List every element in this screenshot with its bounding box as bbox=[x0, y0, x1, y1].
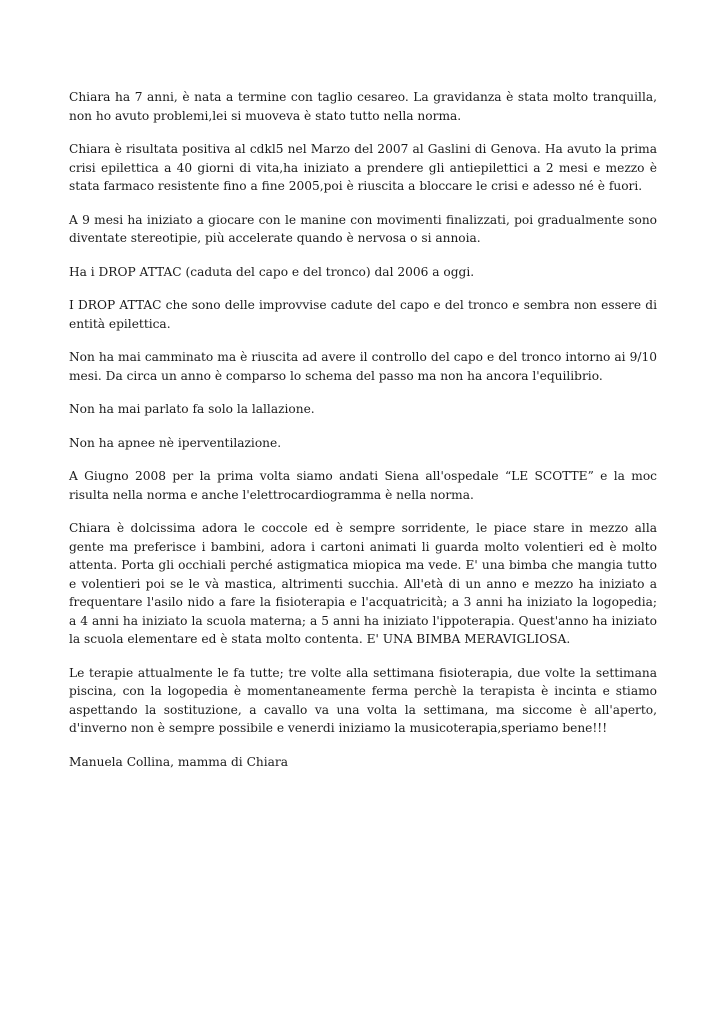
paragraph-speech: Non ha mai parlato fa solo la lallazione. bbox=[69, 402, 315, 416]
signature: Manuela Collina, mamma di Chiara bbox=[69, 754, 288, 769]
document-page bbox=[69, 88, 657, 786]
paragraph-diagnosis: Chiara è risultata positiva al cdkl5 nel Marzo del 2007 al Gaslini di Genova. Ha avuto la prima crisi epilettica a 40 giorni di vita,ha iniziato a prendere gli antiepilettici a 2 mesi e mezzo è stata farmaco resistente fino a fine 2005,poi è riuscita a bloccare le crisi e adesso né è fuori. bbox=[69, 142, 657, 193]
paragraph-hand-movements: A 9 mesi ha iniziato a giocare con le manine con movimenti finalizzati, poi gradualmente sono diventate stereotipie, più accelerate quando è nervosa o si annoia. bbox=[69, 212, 657, 245]
paragraph-walking: Non ha mai camminato ma è riuscita ad avere il controllo del capo e del tronco intorno ai 9/10 mesi. Da circa un anno è comparso lo schema del passo ma non ha ancora l'equilibrio. bbox=[69, 350, 657, 383]
paragraph-drop-attacks: Ha i DROP ATTAC (caduta del capo e del tronco) dal 2006 a oggi. bbox=[69, 264, 475, 279]
paragraph-personality: Chiara è dolcissima adora le coccole ed è sempre sorridente, le piace stare in mezzo alla gente ma preferisce i bambini, adora i cartoni animati li guarda molto volentieri ed è molto attenta. Porta gli occhiali perché astigmatica miopica ma vede. E' una bimba che mangia tutto e volentieri poi se le và mastica, altrimenti succhia. All'età di un anno e mezzo ha iniziato a frequentare l'asilo nido a fare la fisioterapia e l'acquatricità; a 3 anni ha iniziato la logopedia; a 4 anni ha iniziato la scuola materna; a 5 anni ha iniziato l'ippoterapia. Quest'anno ha iniziato la scuola elementare ed è stata molto contenta. E' UNA BIMBA MERAVIGLIOSA. bbox=[69, 521, 657, 646]
paragraph-hospital-visit: A Giugno 2008 per la prima volta siamo andati Siena all'ospedale “LE SCOTTE” e la moc risulta nella norma e anche l'elettrocardiogramma è nella norma. bbox=[69, 469, 657, 502]
paragraph-drop-attacks-detail: I DROP ATTAC che sono delle improvvise cadute del capo e del tronco e sembra non essere di entità epilettica. bbox=[69, 298, 657, 331]
paragraph-breathing: Non ha apnee nè iperventilazione. bbox=[69, 435, 282, 450]
paragraph-therapies: Le terapie attualmente le fa tutte; tre volte alla settimana fisioterapia, due volte la settimana piscina, con la logopedia è momentaneamente ferma perchè la terapista è incinta e stiamo aspettando la sostituzione, a cavallo va una volta la settimana, ma siccome è all'aperto, d'inverno non è sempre possibile e venerdi iniziamo la musicoterapia,speriamo bene!!! bbox=[69, 665, 657, 735]
paragraph-birth: Chiara ha 7 anni, è nata a termine con taglio cesareo. La gravidanza è stata molto tranquilla, non ho avuto problemi,lei si muoveva è stato tutto nella norma. bbox=[69, 90, 657, 123]
